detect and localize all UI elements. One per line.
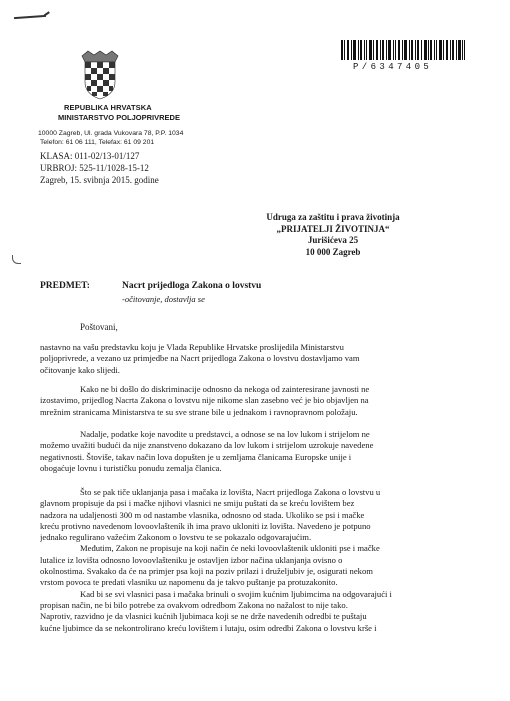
text-line: Naprotiv, razvidno je da vlasnici kućnih ljubimaca koji se ne drže navedenih odredbi te puštaju <box>40 611 367 622</box>
margin-mark <box>12 255 21 264</box>
country-name: REPUBLIKA HRVATSKA <box>64 103 152 112</box>
paragraph-2 <box>40 384 472 418</box>
barcode <box>341 40 465 60</box>
text-line: nastavno na vašu predstavku koju je Vlada Republike Hrvatske proslijedila Ministarstvu <box>40 342 344 352</box>
text-line: poljoprivrede, a vezano uz primjedbe na Nacrt prijedloga Zakona o lovstvu dostavljamo vam <box>40 353 360 364</box>
text-line: jednako regulirano važećim Zakonom o lovstvu te se pokazalo odgovarajućim. <box>40 532 312 543</box>
text-line: Kad bi se svi vlasnici pasa i mačaka brinuli o svojim kućnim ljubimcima na odgovarajući i <box>80 588 392 599</box>
subject-label: PREDMET: <box>40 281 90 291</box>
text-line: negativnosti. Štoviše, takav način lova dopušten je u zemljama članicama Europske unije i <box>40 451 352 462</box>
text-line: izostavimo, prijedlog Nacrta Zakona o lovstvu nije nikome slan zasebno već je bio objavljen na <box>40 395 369 406</box>
klasa-line: KLASA: 011-02/13-01/127 <box>40 151 140 161</box>
text-line: vrstom povoca te predati vlasniku uz napomenu da je takvo puštanje pa protuzakonito. <box>40 577 338 588</box>
ministry-address: 10000 Zagreb, Ul. grada Vukovara 78, P.P. 1034 <box>38 130 184 137</box>
recipient-name: Udruga za zaštitu i prava životinja <box>266 212 400 222</box>
text-line: propisan način, ne bi bilo potrebe za ovakvom odredbom Zakona no nažalost to nije tako. <box>40 599 348 610</box>
recipient-city: 10 000 Zagreb <box>305 246 361 257</box>
text-line: mrežnim stranicama Ministarstva te su sve strane bile u jednakom i ravnopravnom položaju. <box>40 406 358 417</box>
date-line: Zagreb, 15. svibnja 2015. godine <box>40 175 159 185</box>
text-line: lutalice iz lovišta odnosno lovoovlašteniku je ostavljen izbor načina uklanjanja ovisno o <box>40 554 343 565</box>
text-line: očitovanje kako slijedi. <box>40 364 120 375</box>
paragraph-3 <box>40 429 472 474</box>
greeting: Poštovani, <box>80 322 118 332</box>
text-line: Što se pak tiče uklanjanja pasa i mačaka iz lovišta, Nacrt prijedloga Zakona o lovstvu u <box>80 487 381 497</box>
recipient-street: Jurišićeva 25 <box>307 235 359 246</box>
barcode-number: P/6347405 <box>353 62 433 72</box>
recipient-name-quoted: „PRIJATELJI ŽIVOTINJA“ <box>276 223 390 234</box>
urbroj-line: URBROJ: 525-11/1028-15-12 <box>40 163 149 173</box>
paragraph-1 <box>40 342 472 376</box>
text-line: glavnom propisuje da psi i mačke njihovi vlasnici ne smiju puštati da se kreću lovištem bez <box>40 498 355 509</box>
text-line: možemo uvažiti budući da nije znanstveno dokazano da lov lukom i strijelom uzrokuje navedene <box>40 440 374 451</box>
ministry-name: MINISTARSTVO POLJOPRIVREDE <box>58 113 180 122</box>
text-line: Nadalje, podatke koje navodite u predstavci, a odnose se na lov lukom i strijelom ne <box>80 429 370 439</box>
text-line: obogaćuje lovnu i turističku ponudu zemalja članica. <box>40 462 222 473</box>
text-line: kreću protivno navedenom lovoovlašteník ih ima pravo ukloniti iz lovišta. Navedeno je potpuno <box>40 520 371 531</box>
coat-of-arms-icon <box>80 50 120 100</box>
subject-title: Nacrt prijedloga Zakona o lovstvu <box>122 281 262 291</box>
paragraph-4 <box>40 487 472 634</box>
recipient-block <box>258 212 408 258</box>
text-line: okolnostima. Svakako da će na primjer psa koji na poziv prilazi i druželjubiv je, osigurati nekom <box>40 566 373 577</box>
text-line: kućne ljubimce da se nekontrolirano kreću lovištem i lutaju, osim odredbi Zakona o lovstvu krše i <box>40 622 377 633</box>
ministry-phone: Telefon: 61 06 111, Telefax: 61 09 201 <box>40 139 155 146</box>
subject-subtitle: -očitovanje, dostavlja se <box>122 294 205 304</box>
text-line: nadzora na udaljenosti 300 m od nastambe vlasnika, odnosno od stada. Ukoliko se psi i mačke <box>40 509 365 520</box>
text-line: Kako ne bi došlo do diskriminacije odnosno da nekoga od zainteresirane javnosti ne <box>80 384 370 394</box>
text-line: Međutim, Zakon ne propisuje na koji način će neki lovoovlaštenik ukloniti pse i mačke <box>80 543 380 554</box>
pen-mark <box>14 15 46 19</box>
